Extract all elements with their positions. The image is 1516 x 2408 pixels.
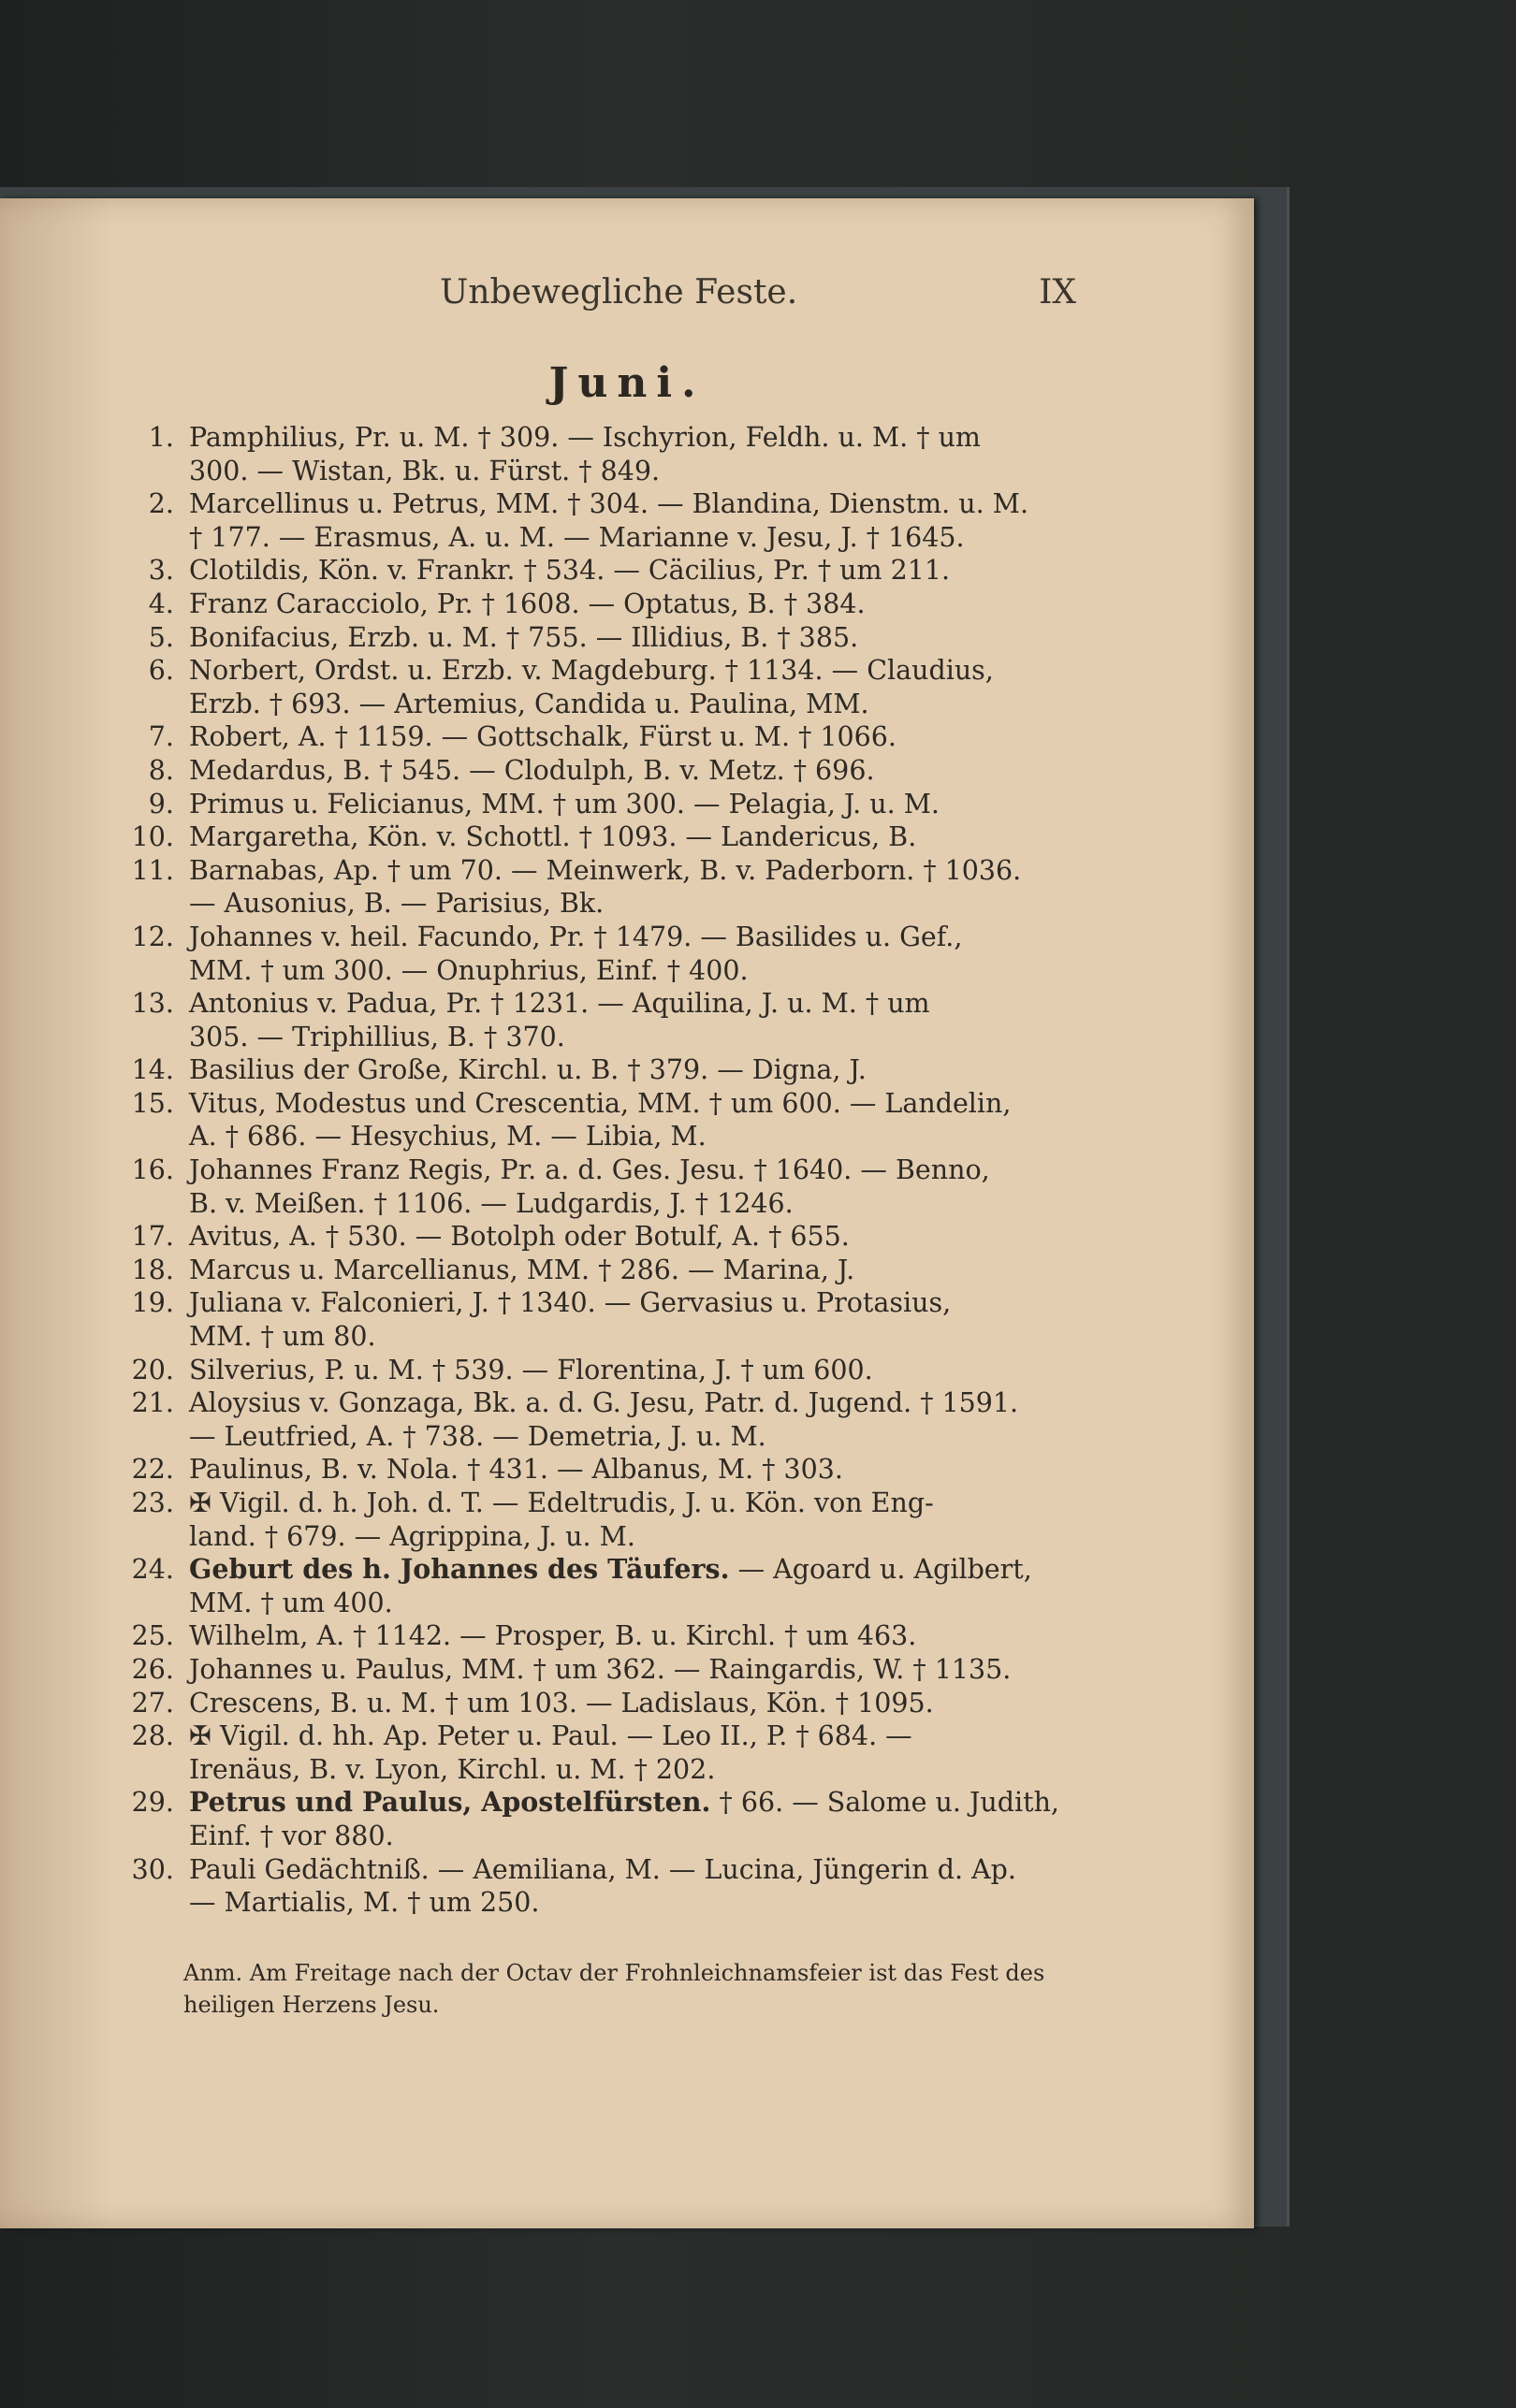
list-item <box>131 1354 1067 1387</box>
entry-text <box>189 1719 1067 1786</box>
entry-line <box>189 1087 1067 1121</box>
entry-line <box>189 754 1067 788</box>
list-item <box>131 1286 1067 1353</box>
list-item <box>131 1087 1067 1153</box>
entry-line <box>189 487 1067 521</box>
entry-line <box>189 720 1067 754</box>
entry-line <box>189 1220 1067 1254</box>
entry-text <box>189 1619 1067 1653</box>
entry-line <box>189 1786 1067 1820</box>
entry-line <box>189 887 1067 921</box>
footnote-line: heiligen Herzens Jesu. <box>183 1992 440 2018</box>
day-number: 11. <box>131 854 174 886</box>
day-number: 23. <box>131 1487 174 1518</box>
entry-text <box>189 487 1067 554</box>
entry-line <box>189 1354 1067 1387</box>
entry-text <box>189 1853 1067 1920</box>
day-number: 6. <box>148 655 174 687</box>
entry-segment: A. † 686. — Hesychius, M. — Libia, M. <box>189 1121 707 1153</box>
entry-segment: 305. — Triphillius, B. † 370. <box>189 1021 565 1052</box>
entry-text <box>189 1053 1067 1087</box>
feast-highlight: Geburt des h. Johannes des Täufers. <box>189 1553 730 1586</box>
day-number: 21. <box>131 1387 174 1419</box>
list-item <box>131 1786 1067 1852</box>
entry-line <box>189 1886 1067 1920</box>
entry-segment: Johannes u. Paulus, MM. † um 362. — Raingardis, W. † 1135. <box>189 1653 1012 1685</box>
entry-segment: Robert, A. † 1159. — Gottschalk, Fürst u. M. † 1066. <box>189 721 896 753</box>
day-number: 14. <box>131 1054 174 1086</box>
list-item <box>131 820 1067 854</box>
entry-segment: Johannes Franz Regis, Pr. a. d. Ges. Jesu. † 1640. — Benno, <box>189 1154 990 1186</box>
list-item <box>131 654 1067 720</box>
entry-line <box>189 1021 1067 1054</box>
entry-segment: Barnabas, Ap. † um 70. — Meinwerk, B. v. Paderborn. † 1036. <box>189 854 1022 886</box>
entry-text <box>189 754 1067 788</box>
day-number: 4. <box>148 587 174 619</box>
entry-text <box>189 1087 1067 1153</box>
entry-segment: Juliana v. Falconieri, J. † 1340. — Gervasius u. Protasius, <box>189 1287 952 1319</box>
entry-text <box>189 1786 1067 1852</box>
entry-text <box>189 1254 1067 1287</box>
entry-segment: Pamphilius, Pr. u. M. † 309. — Ischyrion, Feldh. u. M. † um <box>189 422 981 453</box>
entry-text <box>189 720 1067 754</box>
entry-line <box>189 788 1067 821</box>
entry-line <box>189 521 1067 555</box>
entry-line <box>189 1553 1067 1587</box>
entry-line <box>189 1320 1067 1354</box>
footnote-line: Anm. Am Freitage nach der Octav der Frohnleichnamsfeier ist das Fest des <box>183 1960 1045 1986</box>
day-number: 19. <box>131 1287 174 1319</box>
entry-segment: Medardus, B. † 545. — Clodulph, B. v. Metz. † 696. <box>189 754 875 786</box>
entry-line <box>189 1053 1067 1087</box>
entry-segment: MM. † um 80. <box>189 1321 376 1353</box>
list-item <box>131 1687 1067 1720</box>
entry-segment: Bonifacius, Erzb. u. M. † 755. — Illidius, B. † 385. <box>189 621 859 653</box>
day-number: 30. <box>131 1853 174 1885</box>
entry-segment: Margaretha, Kön. v. Schottl. † 1093. — Landericus, B. <box>189 821 917 853</box>
entry-segment: † 66. — Salome u. Judith, <box>710 1787 1059 1819</box>
entry-line <box>189 621 1067 655</box>
entry-segment: Johannes v. heil. Facundo, Pr. † 1479. — Basilides u. Gef., <box>189 921 963 952</box>
entry-segment: MM. † um 400. <box>189 1587 393 1618</box>
day-number: 3. <box>148 555 174 587</box>
entry-segment: Irenäus, B. v. Lyon, Kirchl. u. M. † 202. <box>189 1753 716 1785</box>
entry-text <box>189 987 1067 1053</box>
entry-line <box>189 1453 1067 1487</box>
day-number: 5. <box>148 621 174 653</box>
entry-segment: 300. — Wistan, Bk. u. Fürst. † 849. <box>189 455 661 486</box>
entry-line <box>189 1520 1067 1554</box>
entry-line <box>189 1619 1067 1653</box>
day-number: 29. <box>131 1787 174 1819</box>
day-number: 20. <box>131 1354 174 1385</box>
day-number: 12. <box>131 921 174 952</box>
day-number: 28. <box>131 1720 174 1752</box>
list-item <box>131 1553 1067 1619</box>
day-number: 25. <box>131 1620 174 1652</box>
list-item <box>131 1053 1067 1087</box>
entry-text <box>189 820 1067 854</box>
entry-line <box>189 1853 1067 1887</box>
entry-segment: ✠ Vigil. d. h. Joh. d. T. — Edeltrudis, J. u. Kön. von Eng- <box>189 1487 934 1518</box>
entry-text <box>189 788 1067 821</box>
entry-text <box>189 587 1067 621</box>
entry-segment: land. † 679. — Agrippina, J. u. M. <box>189 1520 635 1552</box>
day-number: 15. <box>131 1087 174 1119</box>
day-number: 22. <box>131 1454 174 1486</box>
entry-line <box>189 1587 1067 1620</box>
entry-segment: Pauli Gedächtniß. — Aemiliana, M. — Lucina, Jüngerin d. Ap. <box>189 1853 1016 1885</box>
day-number: 1. <box>148 422 174 453</box>
entry-line <box>189 1153 1067 1187</box>
day-number: 24. <box>131 1554 174 1586</box>
entry-line <box>189 1719 1067 1753</box>
entry-text <box>189 621 1067 655</box>
entry-segment: Basilius der Große, Kirchl. u. B. † 379. — Digna, J. <box>189 1054 867 1086</box>
entry-text <box>189 854 1067 921</box>
list-item <box>131 587 1067 621</box>
entry-text <box>189 1354 1067 1387</box>
entry-line <box>189 455 1067 488</box>
entry-segment: B. v. Meißen. † 1106. — Ludgardis, J. † 1246. <box>189 1187 794 1219</box>
entry-line <box>189 1120 1067 1153</box>
day-number: 17. <box>131 1221 174 1253</box>
entry-segment: Paulinus, B. v. Nola. † 431. — Albanus, M. † 303. <box>189 1454 843 1486</box>
entry-line <box>189 1753 1067 1787</box>
entry-segment: MM. † um 300. — Onuphrius, Einf. † 400. <box>189 954 749 986</box>
entry-text <box>189 921 1067 987</box>
list-item <box>131 1619 1067 1653</box>
entry-text <box>189 1553 1067 1619</box>
list-item <box>131 1653 1067 1687</box>
month-title: Juni. <box>548 359 706 407</box>
entry-text <box>189 1487 1067 1553</box>
list-item <box>131 421 1067 487</box>
list-item <box>131 487 1067 554</box>
entry-segment: ✠ Vigil. d. hh. Ap. Peter u. Paul. — Leo II., P. † 684. — <box>189 1720 912 1752</box>
day-number: 13. <box>131 988 174 1020</box>
entry-segment: Clotildis, Kön. v. Frankr. † 534. — Cäcilius, Pr. † um 211. <box>189 555 951 587</box>
list-item <box>131 921 1067 987</box>
list-item <box>131 720 1067 754</box>
list-item <box>131 754 1067 788</box>
entry-segment: Marcus u. Marcellianus, MM. † 286. — Marina, J. <box>189 1254 855 1285</box>
list-item <box>131 1153 1067 1220</box>
day-number: 8. <box>148 754 174 786</box>
entry-segment: Marcellinus u. Petrus, MM. † 304. — Blandina, Dienstm. u. M. <box>189 488 1028 520</box>
entry-segment: — Ausonius, B. — Parisius, Bk. <box>189 888 605 920</box>
feast-list <box>131 421 1067 1920</box>
book-page <box>0 198 1254 2228</box>
entry-text <box>189 1687 1067 1720</box>
list-item <box>131 788 1067 821</box>
entry-text <box>189 421 1067 487</box>
day-number: 27. <box>131 1687 174 1719</box>
entry-line <box>189 987 1067 1021</box>
entry-line <box>189 820 1067 854</box>
entry-line <box>189 1420 1067 1454</box>
entry-text <box>189 654 1067 720</box>
entry-text <box>189 554 1067 587</box>
entry-segment: Crescens, B. u. M. † um 103. — Ladislaus, Kön. † 1095. <box>189 1687 934 1719</box>
entry-line <box>189 1386 1067 1420</box>
entry-line <box>189 587 1067 621</box>
entry-segment: Norbert, Ordst. u. Erzb. v. Magdeburg. † 1134. — Claudius, <box>189 655 994 687</box>
entry-segment: Antonius v. Padua, Pr. † 1231. — Aquilina, J. u. M. † um <box>189 988 930 1020</box>
list-item <box>131 1220 1067 1254</box>
entry-line <box>189 654 1067 688</box>
day-number: 10. <box>131 821 174 853</box>
entry-segment: Silverius, P. u. M. † 539. — Florentina, J. † um 600. <box>189 1354 873 1385</box>
list-item <box>131 1254 1067 1287</box>
day-number: 7. <box>148 721 174 753</box>
entry-text <box>189 1653 1067 1687</box>
entry-line <box>189 1653 1067 1687</box>
entry-segment: — Agoard u. Agilbert, <box>729 1554 1032 1586</box>
day-number: 9. <box>148 788 174 820</box>
entry-segment: Aloysius v. Gonzaga, Bk. a. d. G. Jesu, Patr. d. Jugend. † 1591. <box>189 1387 1019 1419</box>
entry-line <box>189 688 1067 721</box>
entry-line <box>189 921 1067 954</box>
day-number: 2. <box>148 488 174 520</box>
list-item <box>131 1487 1067 1553</box>
entry-line <box>189 1286 1067 1320</box>
entry-segment: † 177. — Erasmus, A. u. M. — Marianne v. Jesu, J. † 1645. <box>189 521 965 553</box>
entry-text <box>189 1286 1067 1353</box>
running-title: Unbewegliche Feste. <box>440 273 798 312</box>
entry-segment: Franz Caracciolo, Pr. † 1608. — Optatus, B. † 384. <box>189 587 866 619</box>
list-item <box>131 1719 1067 1786</box>
entry-text <box>189 1453 1067 1487</box>
entry-line <box>189 954 1067 988</box>
day-number: 16. <box>131 1154 174 1186</box>
list-item <box>131 1453 1067 1487</box>
entry-line <box>189 1187 1067 1221</box>
day-number: 26. <box>131 1653 174 1685</box>
entry-line <box>189 421 1067 455</box>
feast-highlight: Petrus und Paulus, Apostelfürsten. <box>189 1786 711 1819</box>
entry-text <box>189 1386 1067 1453</box>
entry-line <box>189 1487 1067 1520</box>
entry-segment: Vitus, Modestus und Crescentia, MM. † um 600. — Landelin, <box>189 1087 1012 1119</box>
list-item <box>131 1386 1067 1453</box>
entry-segment: Avitus, A. † 530. — Botolph oder Botulf, A. † 655. <box>189 1221 850 1253</box>
page-number: IX <box>1039 273 1076 312</box>
list-item <box>131 621 1067 655</box>
list-item <box>131 854 1067 921</box>
list-item <box>131 987 1067 1053</box>
entry-line <box>189 1820 1067 1853</box>
entry-segment: Einf. † vor 880. <box>189 1820 394 1851</box>
entry-segment: — Leutfried, A. † 738. — Demetria, J. u. M. <box>189 1420 766 1452</box>
entry-line <box>189 1254 1067 1287</box>
entry-segment: Primus u. Felicianus, MM. † um 300. — Pelagia, J. u. M. <box>189 788 940 820</box>
entry-segment: Erzb. † 693. — Artemius, Candida u. Paulina, MM. <box>189 688 869 719</box>
entry-segment: Wilhelm, A. † 1142. — Prosper, B. u. Kirchl. † um 463. <box>189 1620 917 1652</box>
page-header <box>440 273 1076 329</box>
entry-line <box>189 554 1067 587</box>
footnote <box>183 1957 1082 2021</box>
day-number: 18. <box>131 1254 174 1285</box>
list-item <box>131 1853 1067 1920</box>
entry-text <box>189 1220 1067 1254</box>
entry-segment: — Martialis, M. † um 250. <box>189 1887 540 1919</box>
entry-text <box>189 1153 1067 1220</box>
list-item <box>131 554 1067 587</box>
entry-line <box>189 1687 1067 1720</box>
entry-line <box>189 854 1067 888</box>
